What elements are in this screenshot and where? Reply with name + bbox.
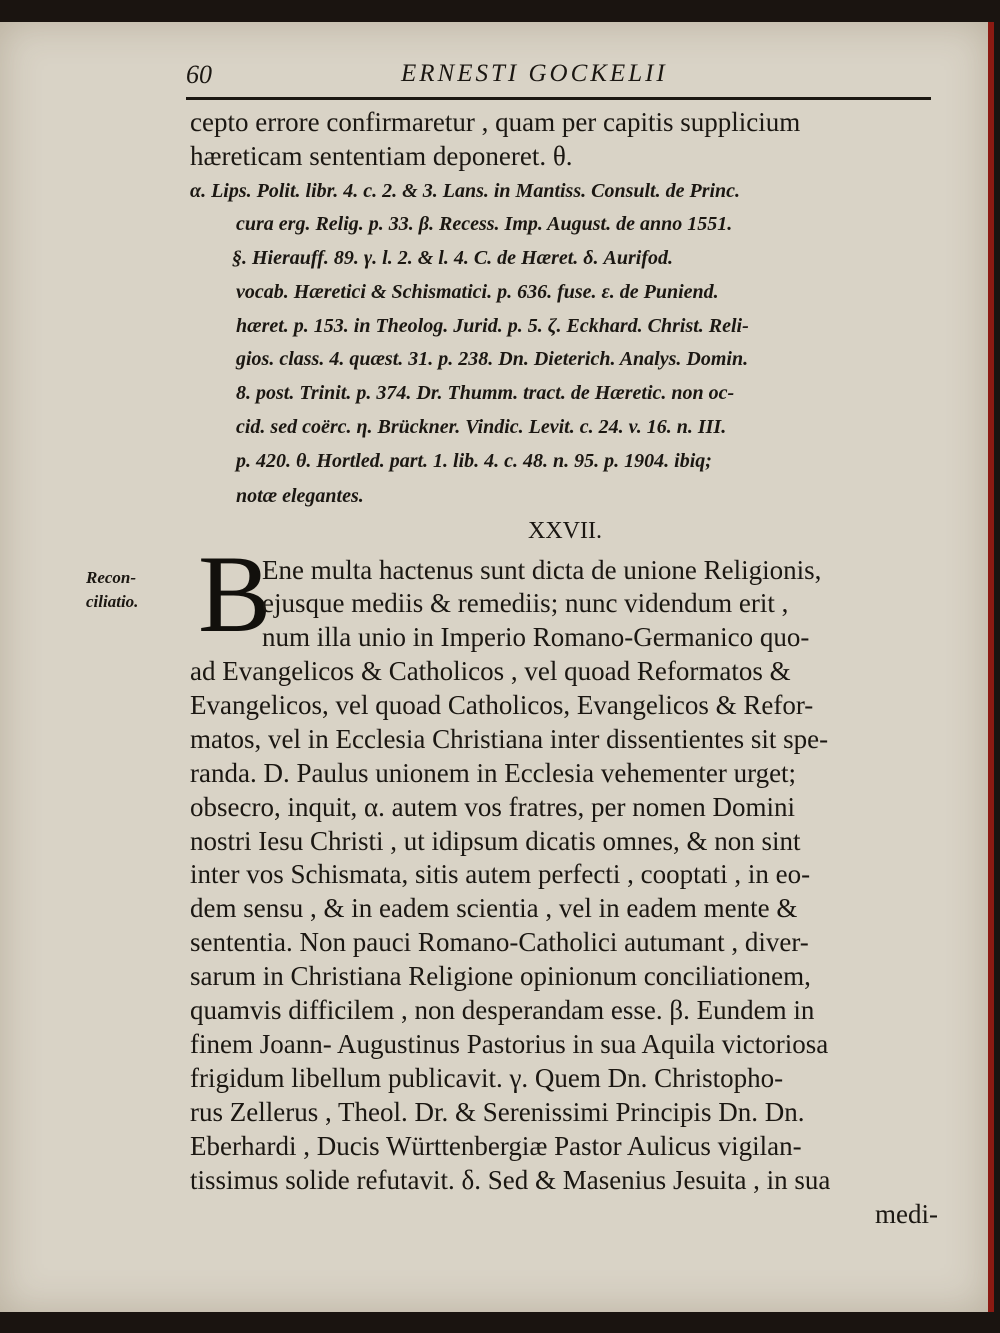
catchword: medi- [875, 1199, 938, 1229]
section-line: num illa unio in Imperio Romano-Germanico quo- [262, 622, 810, 652]
section-line: frigidum libellum publicavit. γ. Quem Dn. Christopho- [190, 1063, 784, 1093]
section-line: dem sensu , & in eadem scientia , vel in eadem mente & [190, 893, 798, 923]
running-title: ERNESTI GOCKELII [401, 60, 668, 87]
section-line: ad Evangelicos & Catholicos , vel quoad Reformatos & [190, 656, 791, 686]
section-line: matos, vel in Ecclesia Christiana inter dissentientes sit spe- [190, 724, 829, 754]
section-line: sententia. Non pauci Romano-Catholici autumant , diver- [190, 927, 809, 957]
section-line: inter vos Schismata, sitis autem perfecti , cooptati , in eo- [190, 859, 811, 889]
text-line: cepto errore confirmaretur , quam per capitis supplicium [190, 107, 801, 137]
section-line: rus Zellerus , Theol. Dr. & Serenissimi Principis Dn. Dn. [190, 1097, 805, 1127]
section-line: quamvis difficilem , non desperandam esse. β. Eundem in [190, 995, 815, 1025]
section-line: randa. D. Paulus unionem in Ecclesia vehementer urget; [190, 758, 797, 788]
drop-cap: B [198, 533, 272, 655]
text-line: hæreticam sententiam deponeret. θ. [190, 141, 573, 171]
section-line: tissimus solide refutavit. δ. Sed & Masenius Jesuita , in sua [190, 1165, 831, 1195]
footnote-line: p. 420. θ. Hortled. part. 1. lib. 4. c. 48. n. 95. p. 1904. ibiq; [236, 450, 712, 472]
margin-note: Recon-ciliatio. [86, 568, 139, 611]
section-line: sarum in Christiana Religione opinionum conciliationem, [190, 961, 811, 991]
footnote-line: §. Hierauff. 89. γ. l. 2. & l. 4. C. de Hæret. δ. Aurifod. [232, 247, 673, 269]
footnote-line: notæ elegantes. [236, 485, 364, 507]
footnote-line: α. Lips. Polit. libr. 4. c. 2. & 3. Lans. in Mantiss. Consult. de Princ. [190, 180, 741, 202]
page-number: 60 [186, 60, 212, 89]
section-line: ejusque mediis & remediis; nunc videndum erit , [262, 588, 789, 618]
section-line: nostri Iesu Christi , ut idipsum dicatis omnes, & non sint [190, 826, 801, 856]
footnote-line: cid. sed coërc. η. Brückner. Vindic. Levit. c. 24. v. 16. n. III. [236, 416, 727, 438]
section-line: finem Joann- Augustinus Pastorius in sua Aquila victoriosa [190, 1029, 829, 1059]
section-line: Evangelicos, vel quoad Catholicos, Evangelicos & Refor- [190, 690, 814, 720]
footnote-line: gios. class. 4. quæst. 31. p. 238. Dn. Dieterich. Analys. Domin. [236, 348, 749, 370]
footnote-line: vocab. Hæretici & Schismatici. p. 636. fuse. ε. de Puniend. [236, 281, 719, 303]
section-line: Eberhardi , Ducis Württenbergiæ Pastor Aulicus vigilan- [190, 1131, 802, 1161]
section-line: Ene multa hactenus sunt dicta de unione Religionis, [262, 555, 822, 585]
section-number: XXVII. [528, 518, 602, 544]
footnote-line: hæret. p. 153. in Theolog. Jurid. p. 5. ζ. Eckhard. Christ. Reli- [236, 315, 749, 337]
footnote-line: cura erg. Relig. p. 33. β. Recess. Imp. August. de anno 1551. [236, 213, 733, 235]
footnote-line: 8. post. Trinit. p. 374. Dr. Thumm. tract. de Hæretic. non oc- [236, 382, 735, 404]
section-line: obsecro, inquit, α. autem vos fratres, per nomen Domini [190, 792, 796, 822]
